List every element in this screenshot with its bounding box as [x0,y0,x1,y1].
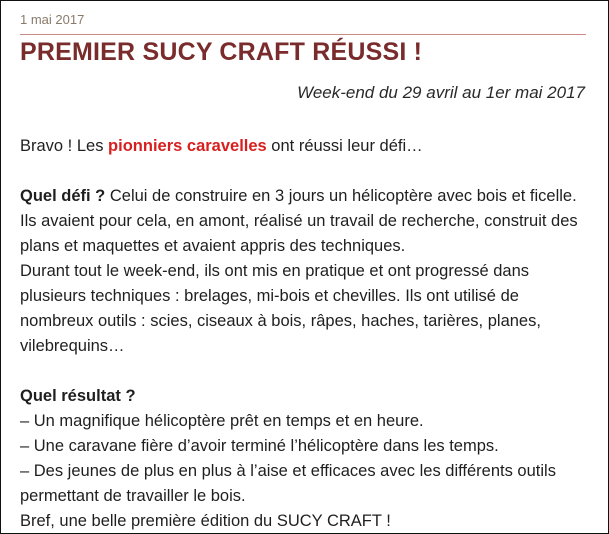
paragraph-gap [20,159,595,184]
post-title: PREMIER SUCY CRAFT RÉUSSI ! [20,38,423,66]
intro-prefix: Bravo ! Les [20,137,109,155]
resultat-item: – Des jeunes de plus en plus à l’aise et efficaces avec les différents outils permettant de travailler le bois. [20,462,556,505]
defi-heading: Quel défi ? [20,187,106,205]
title-divider [20,34,586,35]
defi-paragraph-1 [20,184,595,209]
defi-first-line: Celui de construire en 3 jours un hélicoptère avec bois et ficelle. [105,187,577,205]
resultat-item: – Un magnifique hélicoptère prêt en temps et en heure. [20,412,424,430]
highlight-link[interactable]: pionniers caravelles [108,137,267,155]
resultat-heading-text: Quel résultat ? [20,387,136,405]
post-body [20,134,595,534]
intro-suffix: ont réussi leur défi… [266,137,423,155]
post-date: 1 mai 2017 [20,12,85,27]
post-subtitle: Week-end du 29 avril au 1er mai 2017 [297,83,585,102]
resultat-heading [20,384,595,409]
paragraph-gap [20,359,595,384]
defi-paragraph-3: Durant tout le week-end, ils ont mis en pratique et ont progressé dans plusieurs techniques : brelages, mi-bois et chevilles. Ils ont utilisé de nombreux outils : scies, ciseaux à bois, râpes, haches, tarières, planes, vilebrequins… [20,262,541,355]
intro-paragraph [20,134,595,159]
defi-paragraph-2: Ils avaient pour cela, en amont, réalisé un travail de recherche, construit des plans et maquettes et avaient appris des techniques. [20,212,578,255]
closing-line: Bref, une belle première édition du SUCY CRAFT ! [20,512,391,530]
resultat-item: – Une caravane fière d’avoir terminé l’hélicoptère dans les temps. [20,437,499,455]
